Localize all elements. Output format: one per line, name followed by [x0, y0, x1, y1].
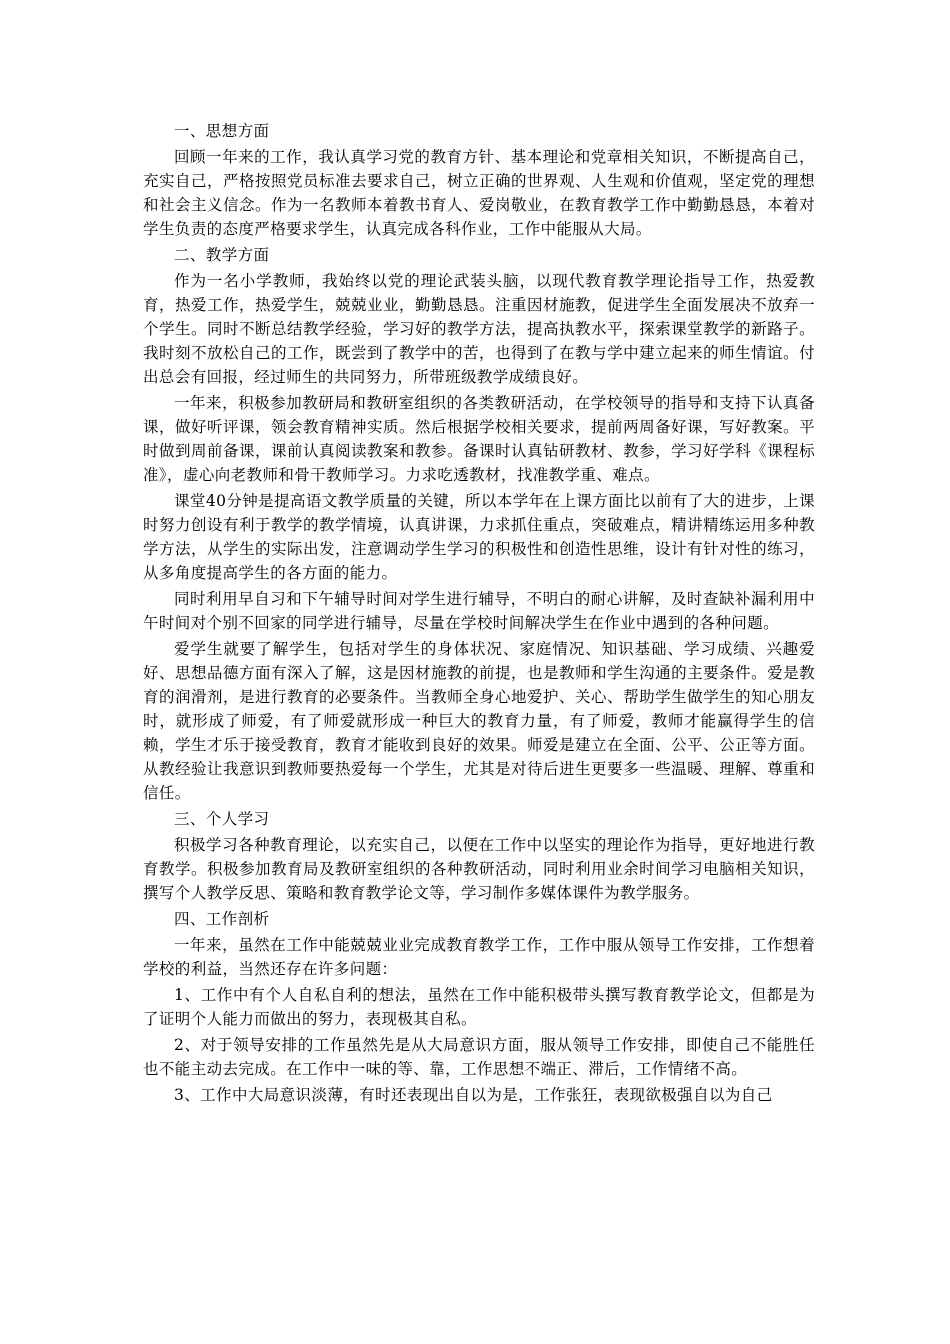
section-heading-thought: 一、思想方面: [174, 122, 270, 140]
paragraph: 一年来，虽然在工作中能兢兢业业完成教育教学工作，工作中服从领导工作安排，工作想着学校的利益，当然还存在许多问题：: [143, 936, 815, 978]
paragraph: 1、工作中有个人自私自利的想法，虽然在工作中能积极带头撰写教育教学论文，但都是为了证明个人能力而做出的努力，表现极其自私。: [143, 986, 815, 1028]
paragraph: 2、对于领导安排的工作虽然先是从大局意识方面，服从领导工作安排，即使自己不能胜任也不能主动去完成。在工作中一味的等、靠，工作思想不端正、滞后，工作情绪不高。: [143, 1036, 815, 1078]
paragraph: 爱学生就要了解学生，包括对学生的身体状况、家庭情况、知识基础、学习成绩、兴趣爱好、思想品德方面有深入了解，这是因材施教的前提，也是教师和学生沟通的主要条件。爱是教育的润滑剂，是进行教育的必要条件。当教师全身心地爱护、关心、帮助学生做学生的知心朋友时，就形成了师爱，有了师爱就形成一种巨大的教育力量，有了师爱，教师才能赢得学生的信赖，学生才乐于接受教育，教育才能收到良好的效果。师爱是建立在全面、公平、公正等方面。从教经验让我意识到教师要热爱每一个学生，尤其是对待后进生更要多一些温暖、理解、尊重和信任。: [143, 640, 815, 802]
paragraph: 一年来，积极参加教研局和教研室组织的各类教研活动，在学校领导的指导和支持下认真备课，做好听评课，领会教育精神实质。然后根据学校相关要求，提前两周备好课，写好教案。平时做到周前备课，课前认真阅读教案和教参。备课时认真钻研教材、教参，学习好学科《课程标准》，虚心向老教师和骨干教师学习。力求吃透教材，找准教学重、难点。: [143, 394, 815, 484]
section-heading-study: 三、个人学习: [174, 810, 270, 828]
paragraph: 回顾一年来的工作，我认真学习党的教育方针、基本理论和党章相关知识，不断提高自己，充实自己，严格按照党员标准去要求自己，树立正确的世界观、人生观和价值观，坚定党的理想和社会主义信念。作为一名教师本着教书育人、爱岗敬业，在教育教学工作中勤勤恳恳，本着对学生负责的态度严格要求学生，认真完成各科作业，工作中能服从大局。: [143, 148, 815, 238]
document-body: [143, 119, 815, 1109]
paragraph: 同时利用早自习和下午辅导时间对学生进行辅导，不明白的耐心讲解，及时查缺补漏利用中午时间对个别不回家的同学进行辅导，尽量在学校时间解决学生在作业中遇到的各种问题。: [143, 590, 815, 632]
paragraph: 课堂40分钟是提高语文教学质量的关键，所以本学年在上课方面比以前有了大的进步，上课时努力创设有利于教学的教学情境，认真讲课，力求抓住重点，突破难点，精讲精练运用多种教学方法，从学生的实际出发，注意调动学生学习的积极性和创造性思维，设计有针对性的练习，从多角度提高学生的各方面的能力。: [143, 492, 815, 582]
paragraph: 作为一名小学教师，我始终以党的理论武装头脑，以现代教育教学理论指导工作，热爱教育，热爱工作，热爱学生，兢兢业业，勤勤恳恳。注重因材施教，促进学生全面发展决不放弃一个学生。同时不断总结教学经验，学习好的教学方法，提高执教水平，探索课堂教学的新路子。我时刻不放松自己的工作，既尝到了教学中的苦，也得到了在教与学中建立起来的师生情谊。付出总会有回报，经过师生的共同努力，所带班级教学成绩良好。: [143, 272, 815, 386]
section-heading-analysis: 四、工作剖析: [174, 910, 270, 928]
paragraph: 积极学习各种教育理论，以充实自己，以便在工作中以坚实的理论作为指导，更好地进行教育教学。积极参加教育局及教研室组织的各种教研活动，同时利用业余时间学习电脑相关知识，撰写个人教学反思、策略和教育教学论文等，学习制作多媒体课件为教学服务。: [143, 836, 815, 902]
section-heading-teaching: 二、教学方面: [174, 246, 270, 264]
paragraph: 3、工作中大局意识淡薄，有时还表现出自以为是，工作张狂，表现欲极强自以为自己: [174, 1086, 773, 1104]
